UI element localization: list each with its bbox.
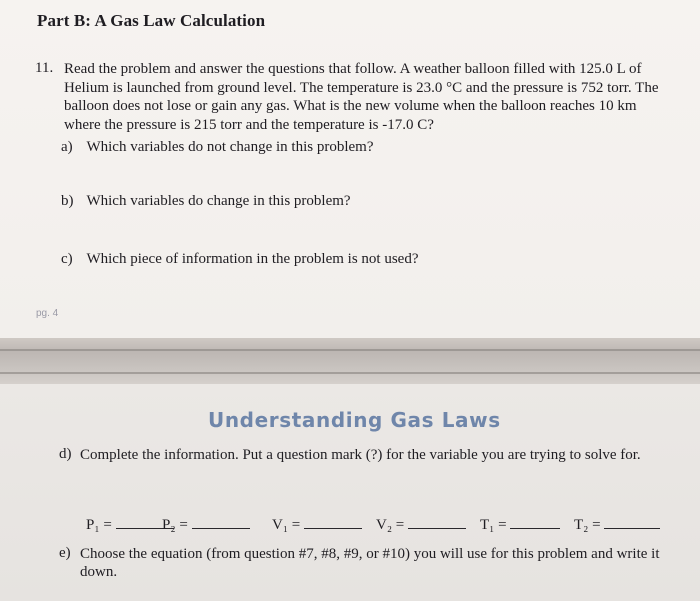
sub-question-b xyxy=(61,193,351,210)
answer-blank[interactable] xyxy=(510,514,560,529)
variable-label: T₁ = xyxy=(480,517,507,533)
variable-label: P₂ = xyxy=(162,517,188,533)
variable-p2 xyxy=(162,514,250,534)
variable-p1 xyxy=(86,514,174,534)
variable-t2 xyxy=(574,514,660,534)
variable-v1 xyxy=(272,514,362,534)
variable-v2 xyxy=(376,514,466,534)
part-e-text: Choose the equation (from question #7, #8, #9, or #10) you will use for this problem and write it down. xyxy=(80,546,660,580)
section-title: Understanding Gas Laws xyxy=(208,408,501,432)
sub-question-c xyxy=(61,251,418,268)
question-number: 11. xyxy=(35,60,54,76)
variable-label: V₁ = xyxy=(272,517,301,533)
part-title: Part B: A Gas Law Calculation xyxy=(37,11,266,30)
variable-label: T₂ = xyxy=(574,517,601,533)
page-divider-line xyxy=(0,372,700,374)
part-e-label: e) xyxy=(59,545,71,561)
answer-blank[interactable] xyxy=(192,514,250,529)
answer-blank[interactable] xyxy=(408,514,466,529)
sub-question-text: Which variables do change in this problem? xyxy=(86,193,351,209)
sub-question-a xyxy=(61,139,373,156)
variables-row xyxy=(86,514,666,536)
part-d-label: d) xyxy=(59,446,72,462)
variable-label: P₁ = xyxy=(86,517,112,533)
variable-label: V₂ = xyxy=(376,517,405,533)
sub-question-text: Which piece of information in the problem is not used? xyxy=(86,251,419,267)
sub-question-text: Which variables do not change in this problem? xyxy=(86,139,374,155)
part-d-text: Complete the information. Put a question mark (?) for the variable you are trying to solve for. xyxy=(80,447,641,463)
sub-question-label: a) xyxy=(61,139,73,155)
problem-text: Read the problem and answer the questions that follow. A weather balloon filled with 125.0 L of Helium is launched from ground level. The temperature is 23.0 °C and the pressure is 752 torr. The balloon does not lose or gain any gas. What is the new volume when the balloon reaches 10 km where the pressure is 215 torr and the temperature is -17.0 C? xyxy=(64,61,659,133)
page-number: pg. 4 xyxy=(36,308,59,319)
variable-t1 xyxy=(480,514,560,534)
sub-question-label: b) xyxy=(61,193,74,209)
sub-question-label: c) xyxy=(61,251,73,267)
answer-blank[interactable] xyxy=(304,514,362,529)
page-divider-line xyxy=(0,349,700,351)
page-divider xyxy=(0,338,700,384)
answer-blank[interactable] xyxy=(604,514,660,529)
